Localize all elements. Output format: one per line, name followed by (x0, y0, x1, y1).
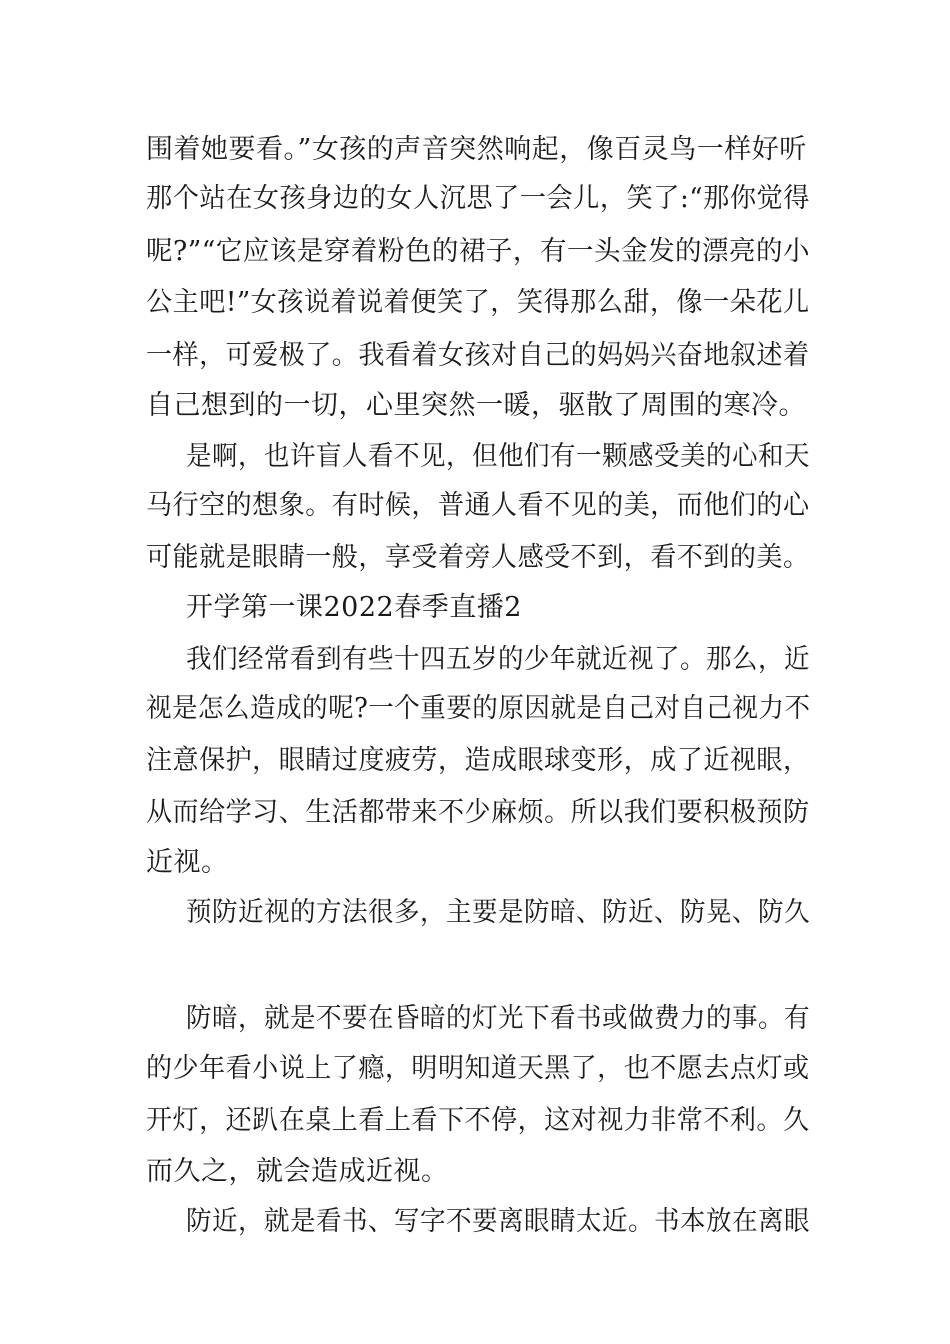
text-line: 自己想到的一切，心里突然一暖，驱散了周围的寒冷。 (146, 390, 806, 421)
text-line: 注意保护，眼睛过度疲劳，造成眼球变形，成了近视眼， (146, 745, 810, 776)
section-heading: 开学第一课2022春季直播2 (186, 592, 522, 623)
paragraph-start-line: 防暗，就是不要在昏暗的灯光下看书或做费力的事。有 (186, 1003, 811, 1034)
text-line: 公主吧!”女孩说着说着便笑了，笑得那么甜，像一朵花儿 (146, 287, 810, 318)
text-line: 的少年看小说上了瘾，明明知道天黑了，也不愿去点灯或 (146, 1053, 810, 1084)
paragraph-start-line: 防近，就是看书、写字不要离眼睛太近。书本放在离眼 (186, 1206, 811, 1237)
text-line: 可能就是眼睛一般，享受着旁人感受不到，看不到的美。 (146, 542, 810, 573)
text-line: 视是怎么造成的呢?一个重要的原因就是自己对自己视力不 (146, 693, 811, 724)
text-line: 近视。 (146, 847, 229, 878)
text-line: 而久之，就会造成近视。 (146, 1156, 449, 1187)
paragraph-start-line: 我们经常看到有些十四五岁的少年就近视了。那么，近 (186, 644, 811, 675)
text-line: 马行空的想象。有时候，普通人看不见的美，而他们的心 (146, 490, 810, 521)
text-line: 围着她要看。”女孩的声音突然响起，像百灵鸟一样好听 (146, 134, 807, 165)
text-line: 一样，可爱极了。我看着女孩对自己的妈妈兴奋地叙述着 (146, 340, 810, 371)
paragraph-start-line: 是啊，也许盲人看不见，但他们有一颗感受美的心和天 (186, 441, 811, 472)
text-line: 呢?”“它应该是穿着粉色的裙子，有一头金发的漂亮的小 (146, 236, 811, 267)
paragraph-start-line: 预防近视的方法很多，主要是防暗、防近、防晃、防久 (186, 897, 811, 928)
text-line: 开灯，还趴在桌上看上看下不停，这对视力非常不利。久 (146, 1105, 810, 1136)
text-line: 从而给学习、生活都带来不少麻烦。所以我们要积极预防 (146, 797, 810, 828)
text-line: 那个站在女孩身边的女人沉思了一会儿，笑了:“那你觉得 (146, 183, 810, 214)
